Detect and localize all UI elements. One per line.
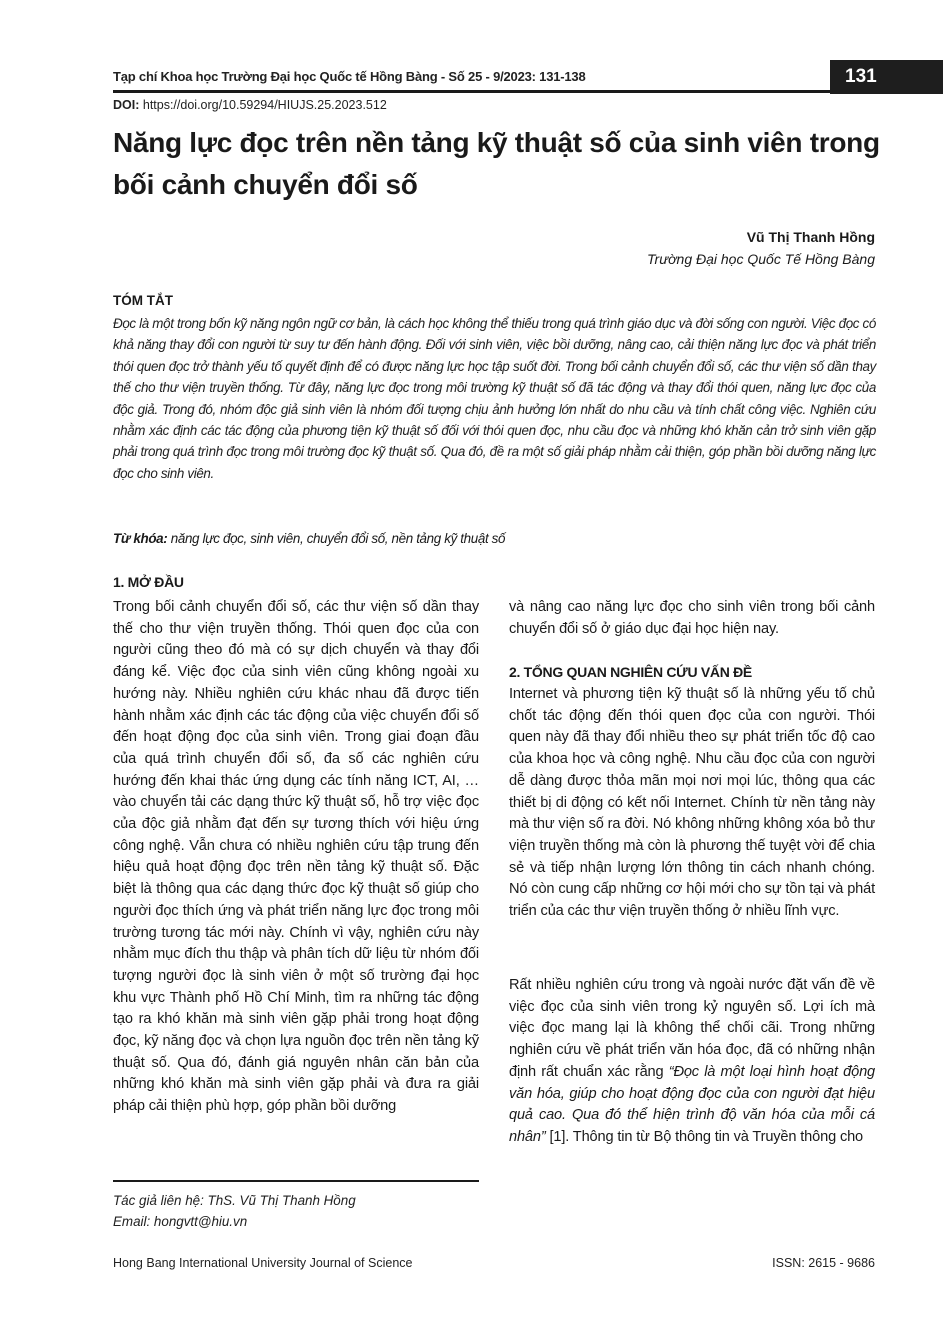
doi-link[interactable]: https://doi.org/10.59294/HIUJS.25.2023.512 — [139, 98, 387, 112]
quote-text: “Đọc là một loại hình hoạt động văn hóa, giúp cho hoạt động đọc của con người đạt hiệu quả cao. Qua đó thể hiện trình độ văn hóa của mỗi cá nhân” — [509, 1063, 875, 1145]
citation-continuation: [1]. Thông tin từ Bộ thông tin và Truyền thông cho — [545, 1128, 864, 1145]
author-name: Vũ Thị Thanh Hồng — [746, 229, 875, 245]
header-divider — [113, 90, 830, 93]
abstract-heading: TÓM TẮT — [113, 293, 173, 308]
keywords-value: năng lực đọc, sinh viên, chuyển đổi số, nền tảng kỹ thuật số — [167, 531, 506, 546]
section-heading-introduction: 1. MỞ ĐẦU — [113, 574, 184, 590]
intro-paragraph: Trong bối cảnh chuyển đổi số, các thư viện số dần thay thế cho thư viện truyền thống. Thói quen đọc của con người cũng theo đó mà có sự dịch chuyển và thay đổi đáng kể. Việc đọc của sinh viên cũng không ngoài xu hướng này. Nhiều nghiên cứu khác nhau đã được tiến hành nhằm xác định các tác động của việc chuyển đổi số đến hoạt động đọc của sinh viên. Trong giai đoạn đầu của quá trình chuyển đổi số, đa số các nghiên cứu hướng đến khai thác ứng dụng các tính năng ICT, AI, …vào chuyển tải các dạng thức kỹ thuật số, hỗ trợ việc đọc của độc giả nhằm đạt đến sự tương thích với hiệu ứng công nghệ. Vẫn chưa có nhiều nghiên cứu tập trung đến hiệu quả hoạt động đọc trên nền tảng kỹ thuật số. Đặc biệt là thông qua các dạng thức đọc kỹ thuật số giúp cho người đọc thích ứng và phát triển năng lực đọc trong môi trường tương tác mới này. Chính vì vậy, nghiên cứu này nhằm mục đích thu thập và phân tích dữ liệu từ nhóm đối tượng người đọc là sinh viên ở một số trường đại học khu vực Thành phố Hồ Chí Minh, tìm ra những tác động tạo ra khó khăn mà sinh viên gặp phải trong hoạt động đọc, kỹ năng đọc và chọn lựa nguồn đọc trên nền tảng kỹ thuật số. Qua đó, đánh giá nguyên nhân căn bản của những khó khăn mà sinh viên gặp phải và đưa ra giải pháp cải thiện phù hợp, góp phần bồi dưỡng — [113, 599, 479, 1115]
page-number: 131 — [845, 66, 877, 87]
author-email[interactable]: Email: hongvtt@hiu.vn — [113, 1214, 248, 1229]
review-paragraph-2 — [509, 975, 875, 1149]
intro-paragraph-continued: và nâng cao năng lực đọc cho sinh viên trong bối cảnh chuyển đổi số ở giáo dục đại học hiện nay. — [509, 599, 875, 637]
review-paragraph-2-text: Rất nhiều nghiên cứu trong và ngoài nước đặt vấn đề về việc đọc của sinh viên trong kỷ nguyên số. Lợi ích mà việc đọc mang lại là không thể chối cãi. Trong những nghiên cứu về phát triển văn hóa đọc, đã có những nhận định rất chuẩn xác rằng — [509, 977, 875, 1080]
page-number-badge — [830, 60, 943, 94]
footer-journal-name: Hong Bang International University Journal of Science — [113, 1256, 413, 1270]
footnote-divider — [113, 1180, 479, 1182]
keywords-label: Từ khóa: — [113, 531, 168, 546]
review-paragraph-1: Internet và phương tiện kỹ thuật số là những yếu tố chủ chốt tác động đến thói quen đọc của con người. Thói quen này đã thay đổi nhiều theo sự phát triển tốc độ cao của khoa học và công nghệ. Nhu cầu đọc của con người dễ dàng được thỏa mãn mọi nơi mọi lúc, thông qua các thiết bị di động có kết nối Internet. Chính từ nền tảng này mà thư viện số ra đời. Nó không những không xóa bỏ thư viện truyền thống mà còn là phương thế tuyệt vời để chia sẻ và tiếp nhận lượng lớn thông tin cách nhanh chóng. Nó còn cung cấp những cơ hội mới cho sự tồn tại và phát triển của các thư viện truyền thống ở nhiều lĩnh vực. — [509, 686, 875, 920]
section-heading-literature-review: 2. TỔNG QUAN NGHIÊN CỨU VẤN ĐỀ — [509, 664, 752, 680]
footer-issn: ISSN: 2615 - 9686 — [772, 1256, 875, 1270]
doi-line — [113, 98, 387, 112]
running-header — [113, 64, 830, 92]
corresponding-author: Tác giả liên hệ: ThS. Vũ Thị Thanh Hồng — [113, 1193, 356, 1208]
abstract-text: Đọc là một trong bốn kỹ năng ngôn ngữ cơ bản, là cách học không thể thiếu trong quá trình giáo dục và đời sống con người. Việc đọc có khả năng thay đổi con người từ suy tư đến hành động. Đối với sinh viên, việc bồi dưỡng, nâng cao, cải thiện năng lực đọc và phát triển thói quen đọc trở thành yếu tố quyết định để có được năng lực học tập suốt đời. Trong bối cảnh chuyển đổi số, các thư viện số dần thay thế cho thư viện truyền thống. Từ đây, năng lực đọc trong môi trường kỹ thuật số đã tác động và thay đổi thói quen, năng lực đọc của độc giả. Trong đó, nhóm độc giả sinh viên là nhóm đối tượng chịu ảnh hưởng lớn nhất do nhu cầu và tính chất công việc. Nghiên cứu nhằm xác định các tác động của phương tiện kỹ thuật số đối với thói quen đọc, nhu cầu đọc và những khó khăn cản trở sinh viên gặp phải trong quá trình đọc trong môi trường đọc kỹ thuật số. Qua đó, đề ra một số giải pháp nhằm cải thiện, góp phần bồi dưỡng năng lực đọc cho sinh viên. — [113, 316, 876, 481]
journal-citation: Tạp chí Khoa học Trường Đại học Quốc tế Hồng Bàng - Số 25 - 9/2023: 131-138 — [113, 69, 586, 84]
article-title: Năng lực đọc trên nền tảng kỹ thuật số của sinh viên trong bối cảnh chuyển đổi số — [113, 127, 880, 200]
doi-label: DOI: — [113, 98, 140, 112]
author-affiliation: Trường Đại học Quốc Tế Hồng Bàng — [647, 251, 875, 267]
keywords-line — [113, 531, 505, 546]
